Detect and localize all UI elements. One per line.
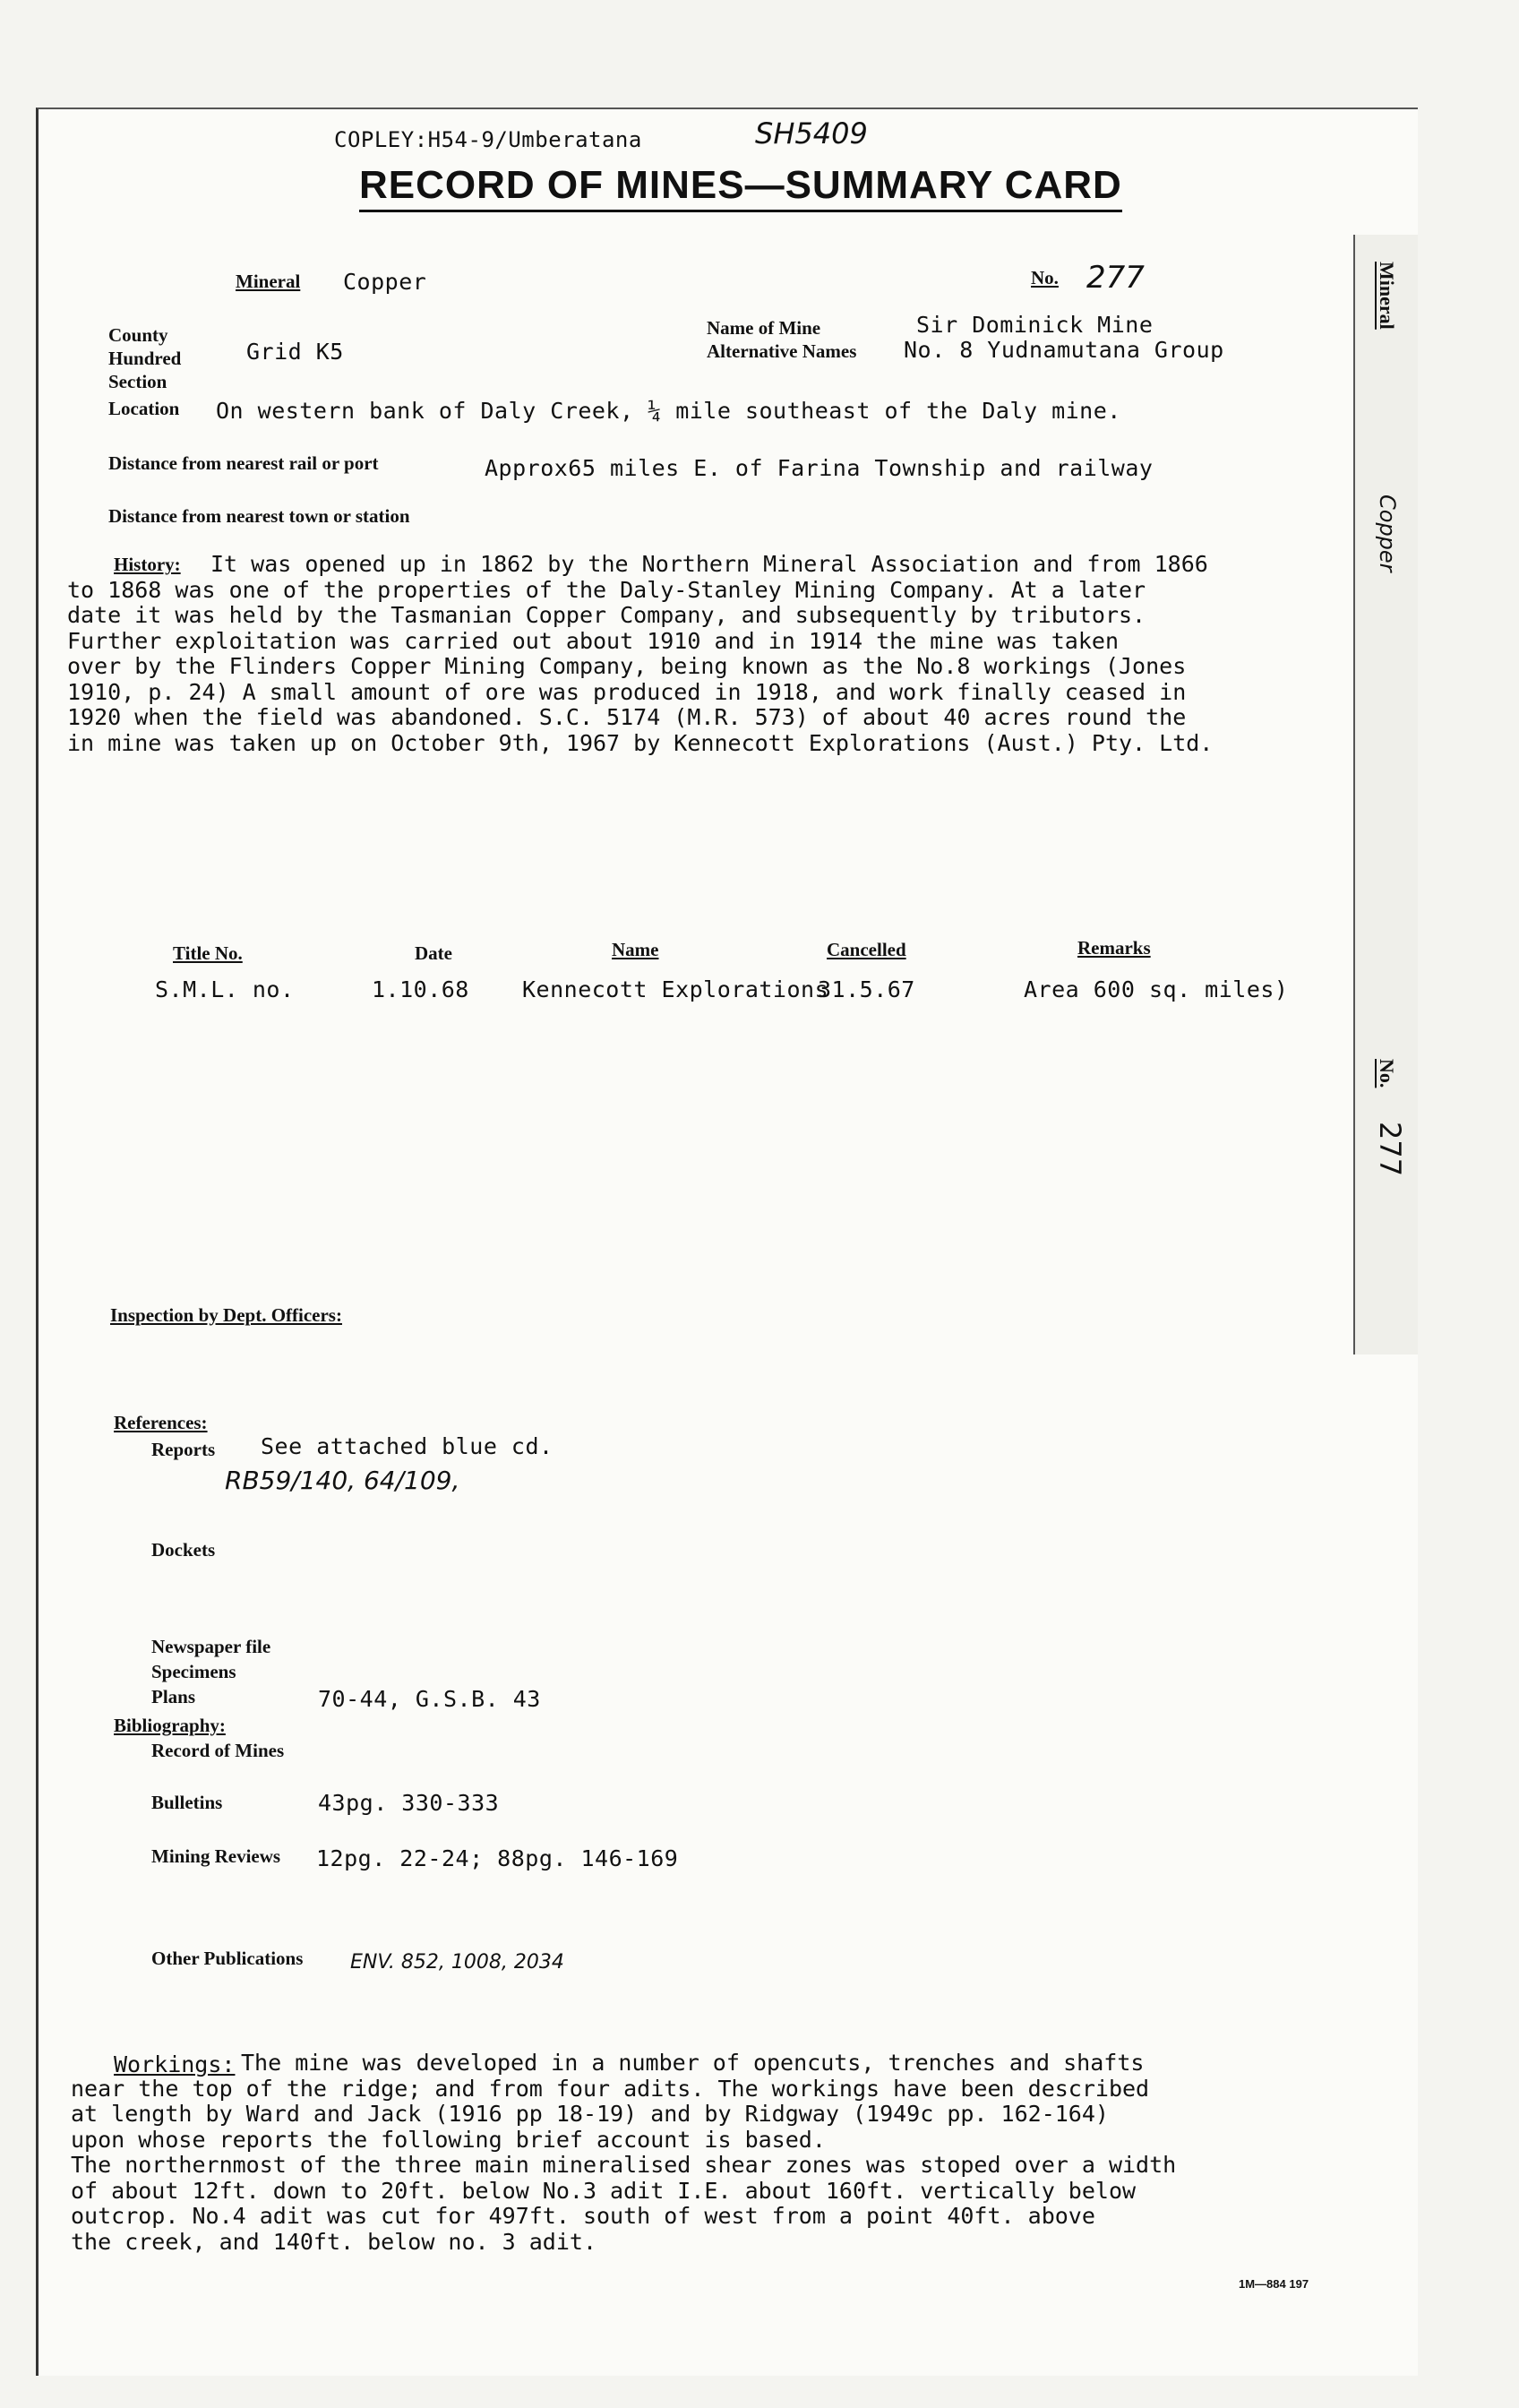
inspection-label: Inspection by Dept. Officers: <box>110 1304 342 1326</box>
handwritten-id: SH5409 <box>755 116 868 150</box>
col-name: Name <box>612 939 659 960</box>
mining-reviews-value: 12pg. 22-24; 88pg. 146-169 <box>316 1845 679 1871</box>
side-no-value: 277 <box>1373 1122 1407 1177</box>
history-line: in mine was taken up on October 9th, 1967 by Kennecott Explorations (Aust.) Pty. Ltd. <box>67 729 1214 756</box>
reports-value: See attached blue cd. <box>261 1433 554 1459</box>
side-index-tab <box>1353 235 1418 1354</box>
history-line: 1910, p. 24) A small amount of ore was produced in 1918, and work finally ceased in <box>67 678 1187 705</box>
history-line: It was opened up in 1862 by the Northern Mineral Association and from 1866 <box>210 551 1208 577</box>
workings-line: The mine was developed in a number of opencuts, trenches and shafts <box>241 2050 1145 2076</box>
other-publications-label: Other Publications <box>151 1948 304 1969</box>
workings-line: The northernmost of the three main mineralised shear zones was stoped over a width <box>71 2152 1177 2178</box>
location-value: On western bank of Daly Creek, ¼ mile southeast of the Daly mine. <box>216 398 1121 424</box>
dockets-label: Dockets <box>151 1539 216 1561</box>
reports-handwritten: RB59/140, 64/109, <box>225 1466 460 1495</box>
mineral-value: Copper <box>343 269 427 295</box>
col-cancelled: Cancelled <box>827 939 906 960</box>
section-label: Section <box>108 371 167 392</box>
number-value: 277 <box>1086 260 1145 296</box>
workings-label: Workings: <box>114 2051 236 2077</box>
history-label: History: <box>114 554 181 575</box>
rail-distance-label: Distance from nearest rail or port <box>108 452 379 474</box>
specimens-label: Specimens <box>151 1661 236 1682</box>
summary-card <box>36 108 1418 2376</box>
mineral-label: Mineral <box>236 271 301 292</box>
history-line: over by the Flinders Copper Mining Company, being known as the No.8 workings (Jones <box>67 653 1187 679</box>
form-code: 1M—884 197 <box>1239 2277 1309 2291</box>
workings-line: upon whose reports the following brief account is based. <box>71 2126 826 2153</box>
plans-value: 70-44, G.S.B. 43 <box>318 1686 541 1712</box>
reports-label: Reports <box>151 1439 216 1460</box>
hundred-label: Hundred <box>108 348 182 369</box>
cell-name: Kennecott Explorations <box>522 976 829 1002</box>
alt-names-value: No. 8 Yudnamutana Group <box>904 337 1224 363</box>
workings-line: near the top of the ridge; and from four adits. The workings have been described <box>71 2075 1150 2102</box>
number-label: No. <box>1031 267 1059 288</box>
workings-line: outcrop. No.4 adit was cut for 497ft. south of west from a point 40ft. above <box>71 2203 1095 2229</box>
cell-date: 1.10.68 <box>372 976 469 1002</box>
workings-line: of about 12ft. down to 20ft. below No.3 adit I.E. about 160ft. vertically below <box>71 2177 1137 2204</box>
history-text <box>67 552 1213 756</box>
cell-title-no: S.M.L. no. <box>155 976 295 1002</box>
side-no-label: No. <box>1376 1059 1398 1088</box>
history-line: date it was held by the Tasmanian Copper Company, and subsequently by tributors. <box>67 602 1146 628</box>
card-title: RECORD OF MINES—SUMMARY CARD <box>359 163 1122 212</box>
col-date: Date <box>415 942 452 964</box>
workings-line: the creek, and 140ft. below no. 3 adit. <box>71 2228 596 2255</box>
history-line: Further exploitation was carried out about 1910 and in 1914 the mine was taken <box>67 627 1119 654</box>
side-mineral-value: Copper <box>1375 494 1400 572</box>
references-label: References: <box>114 1412 208 1433</box>
bibliography-label: Bibliography: <box>114 1715 226 1736</box>
history-line: 1920 when the field was abandoned. S.C. 5174 (M.R. 573) of about 40 acres round the <box>67 704 1187 730</box>
side-mineral-label: Mineral <box>1376 262 1398 330</box>
alt-names-label: Alternative Names <box>707 340 857 362</box>
col-title-no: Title No. <box>173 942 243 964</box>
record-of-mines-label: Record of Mines <box>151 1740 285 1761</box>
bulletins-label: Bulletins <box>151 1792 223 1813</box>
bulletins-value: 43pg. 330-333 <box>318 1790 500 1816</box>
mine-name-label: Name of Mine <box>707 317 821 339</box>
county-label: County <box>108 324 168 346</box>
cell-remarks: Area 600 sq. miles) <box>1024 976 1289 1002</box>
hundred-value: Grid K5 <box>246 339 344 365</box>
town-distance-label: Distance from nearest town or station <box>108 505 410 527</box>
rail-distance-value: Approx65 miles E. of Farina Township and railway <box>485 455 1154 481</box>
mining-reviews-label: Mining Reviews <box>151 1845 281 1867</box>
other-publications-value: ENV. 852, 1008, 2034 <box>350 1951 564 1974</box>
workings-line: at length by Ward and Jack (1916 pp 18-19) and by Ridgway (1949c pp. 162-164) <box>71 2101 1109 2127</box>
workings-text <box>71 2051 1176 2255</box>
plans-label: Plans <box>151 1686 196 1707</box>
file-reference: COPLEY:H54-9/Umberatana <box>334 127 642 152</box>
location-label: Location <box>108 398 180 419</box>
newspaper-label: Newspaper file <box>151 1636 271 1657</box>
cell-cancelled: 31.5.67 <box>818 976 915 1002</box>
history-line: to 1868 was one of the properties of the Daly-Stanley Mining Company. At a later <box>67 576 1146 603</box>
col-remarks: Remarks <box>1077 937 1151 959</box>
mine-name-value: Sir Dominick Mine <box>916 312 1154 338</box>
